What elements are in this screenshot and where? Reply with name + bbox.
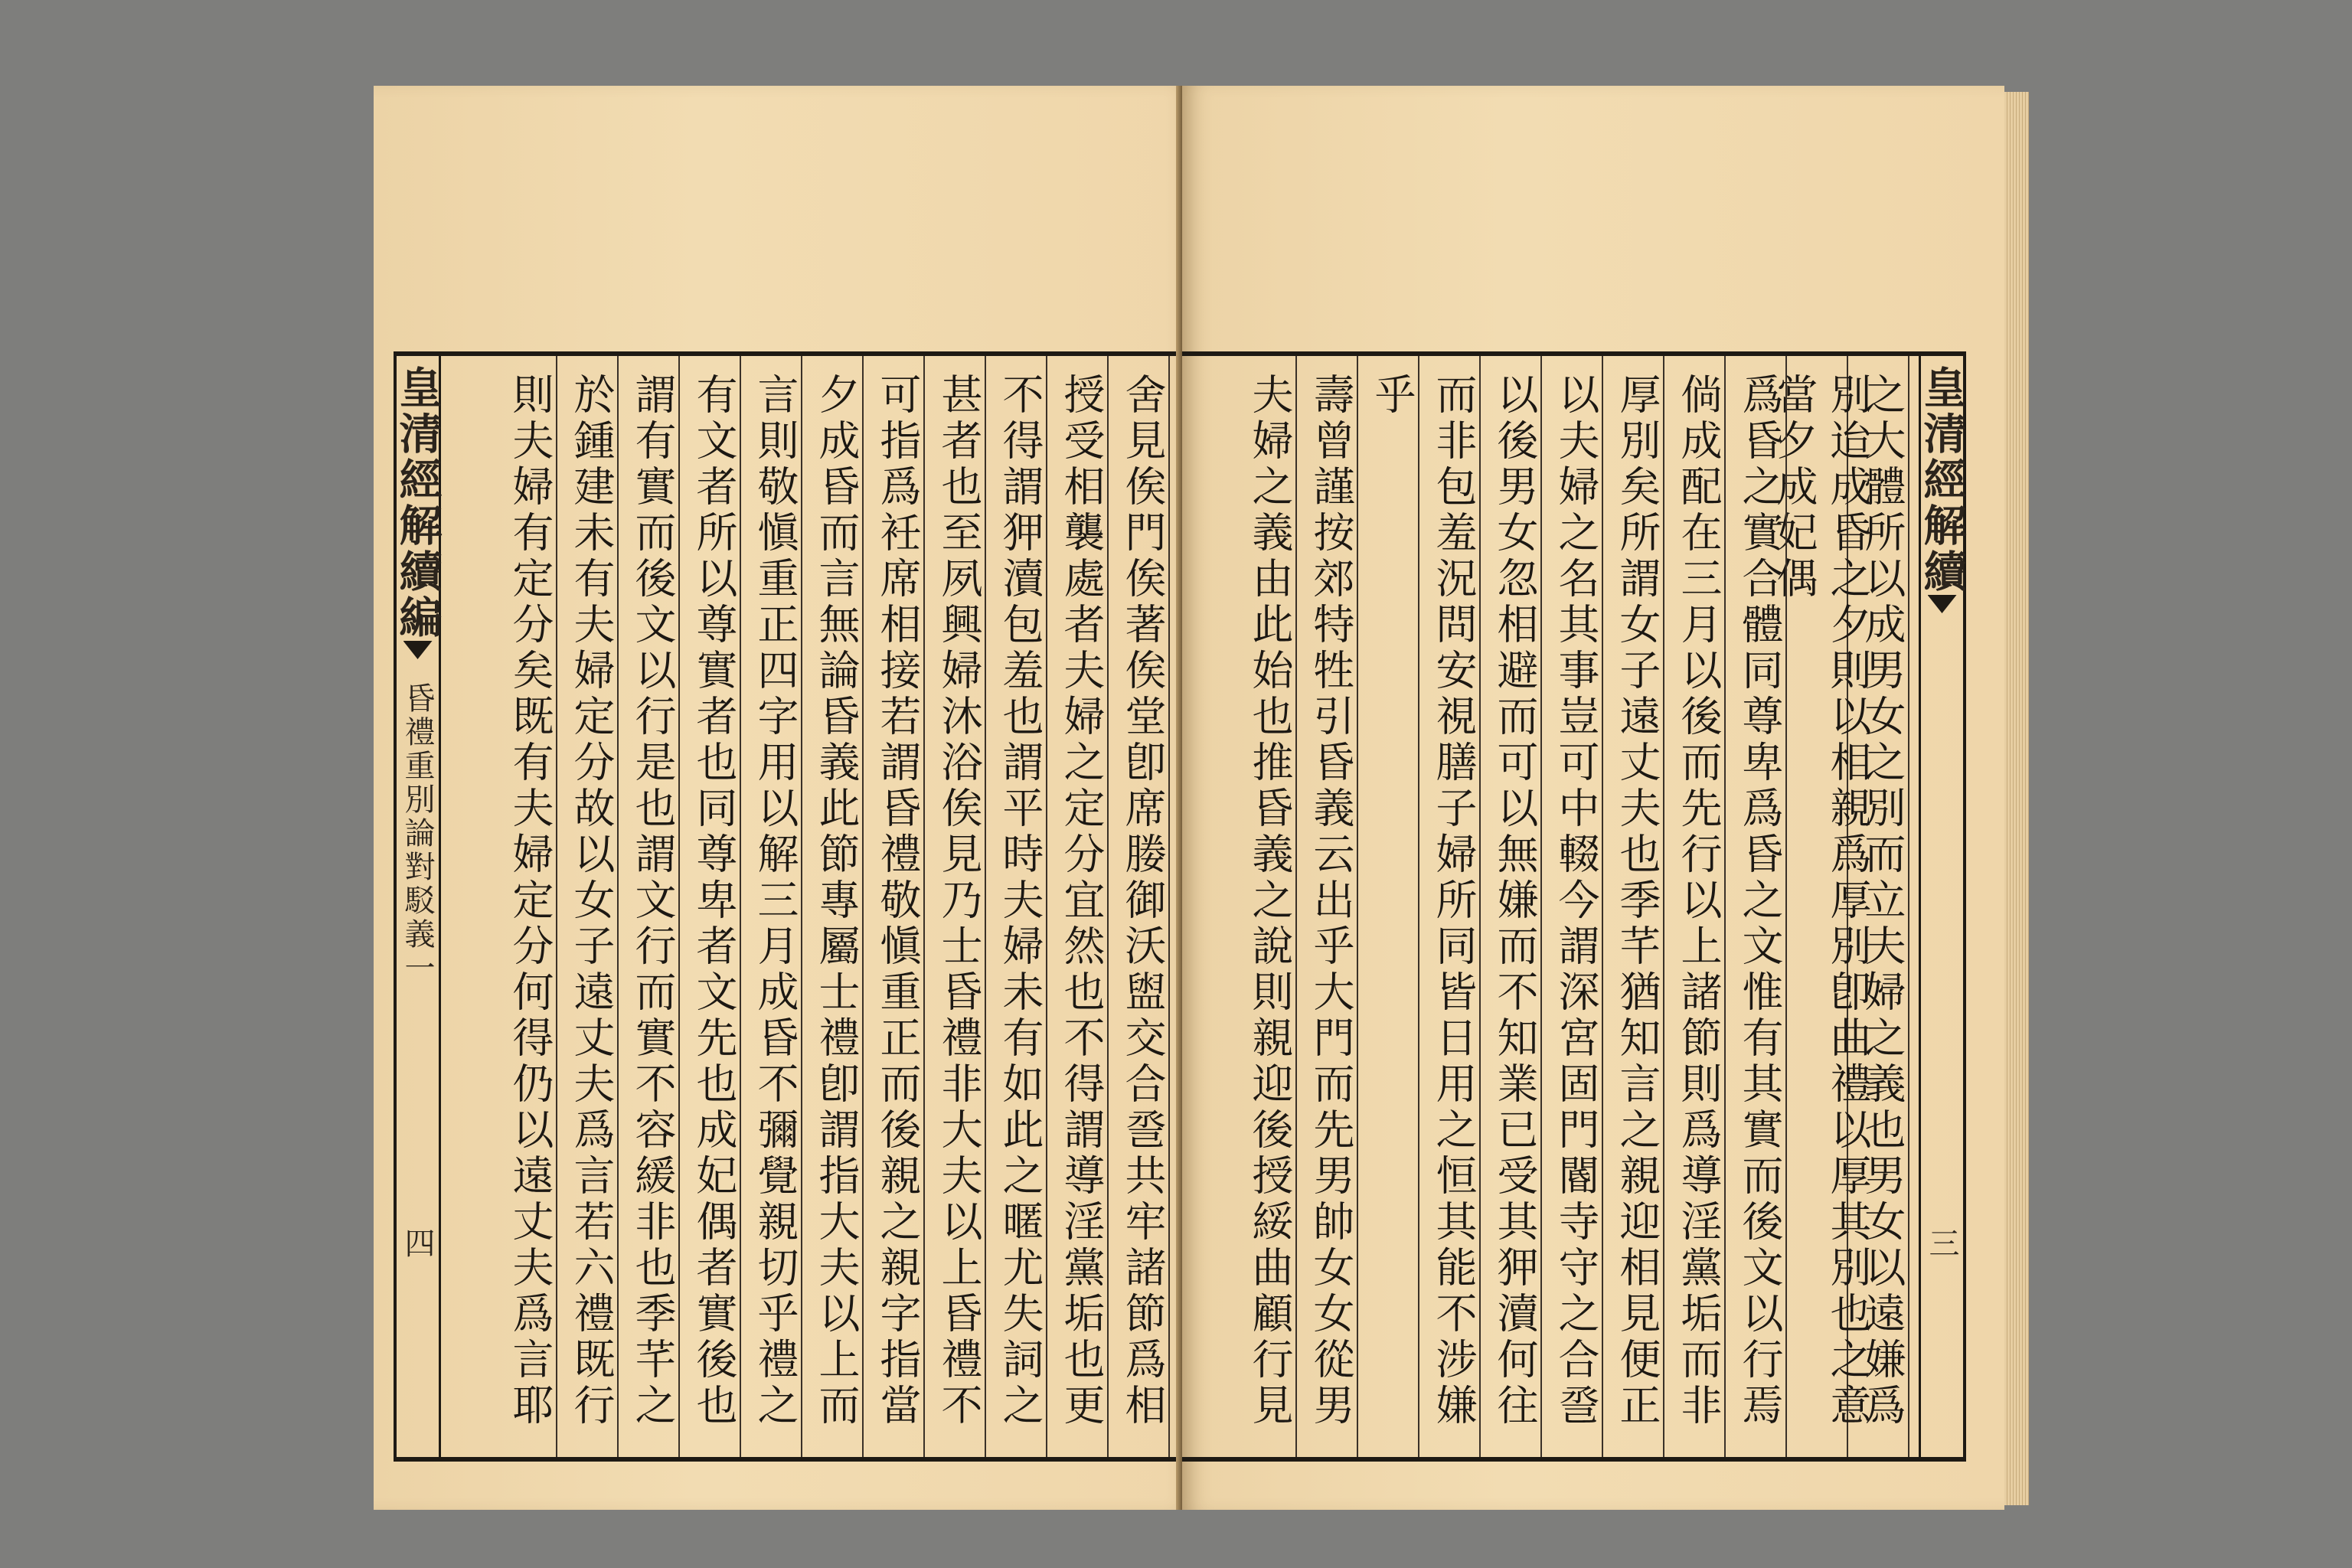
right-text-frame	[1182, 351, 1966, 1462]
text-column: 夕成昏而言無論昏義此節專屬士禮卽謂指大夫以上而	[810, 356, 864, 1457]
right-page	[1182, 86, 2004, 1510]
text-column: 爲昏之實合體同尊卑爲昏之文惟有其實而後文以行焉	[1733, 356, 1787, 1457]
text-column: 壽曾謹按郊特牲引昏義云出乎大門而先男帥女女從男	[1305, 356, 1358, 1457]
text-column: 言則敬愼重正四字用以解三月成昏不彌覺親切乎禮之	[749, 356, 802, 1457]
text-column: 乎	[1366, 356, 1419, 1457]
text-column: 不得謂狎瀆包羞也謂平時夫婦未有如此之暱尤失詞之	[994, 356, 1047, 1457]
collection-title: 皇清經解續	[1916, 365, 1968, 595]
open-book	[360, 86, 2029, 1510]
text-column: 有文者所以尊實者也同尊卑者文先也成妃偶者實後也	[688, 356, 741, 1457]
text-column: 倘成配在三月以後而先行以上諸節則爲導淫黨垢而非	[1672, 356, 1726, 1457]
text-column: 厚別矣所謂女子遠丈夫也季芊猶知言之親迎相見便正	[1611, 356, 1664, 1457]
text-column: 授受相襲處者夫婦之定分宜然也不得謂導淫黨垢也更	[1055, 356, 1109, 1457]
text-column: 夫婦之義由此始也推昏義之說則親迎後授綏曲顧行見	[1243, 356, 1297, 1457]
text-column: 謂有實而後文以行是也謂文行而實不容緩非也季芊之	[626, 356, 680, 1457]
right-margin-column	[1916, 356, 1968, 1457]
text-column: 甚者也至夙興婦沐浴俟見乃士昏禮非大夫以上昏禮不	[933, 356, 986, 1457]
text-column: 之大體所以成男女之別而立夫婦之義也男女以遠嫌爲	[1856, 356, 1909, 1457]
text-column: 於鍾建未有夫婦定分故以女子遠丈夫爲言若六禮既行	[565, 356, 619, 1457]
left-margin-column	[392, 356, 443, 1457]
text-column: 舍見俟門俟著俟堂卽席媵御沃盥交合巹共牢諸節爲相	[1116, 356, 1170, 1457]
text-column: 而非包羞況問安視膳子婦所同皆日用之恒其能不涉嫌	[1427, 356, 1481, 1457]
fish-tail-mark-icon	[403, 641, 433, 659]
text-column: 以夫婦之名其事豈可中輟今謂深宮固門閽寺守之合巹	[1550, 356, 1603, 1457]
left-text-frame	[394, 351, 1178, 1462]
text-column: 可指爲衽席相接若謂昏禮敬愼重正而後親之親字指當	[871, 356, 925, 1457]
text-column: 別迨成昏之夕則以相親爲厚別卽曲禮以厚其別也之意當夕成妃偶	[1795, 356, 1848, 1457]
collection-title: 皇清經解續編	[392, 365, 443, 641]
page-number: 四	[400, 1227, 435, 1258]
text-column: 則夫婦有定分矣既有夫婦定分何得仍以遠丈夫爲言耶	[504, 356, 557, 1457]
fish-tail-mark-icon	[1928, 595, 1957, 613]
left-page	[374, 86, 1196, 1510]
page-number: 三	[1924, 1227, 1959, 1258]
text-column: 以後男女忽相避而可以無嫌而不知業已受其狎瀆何往	[1488, 356, 1542, 1457]
section-title: 昏禮重別論對駁義一	[400, 682, 435, 985]
